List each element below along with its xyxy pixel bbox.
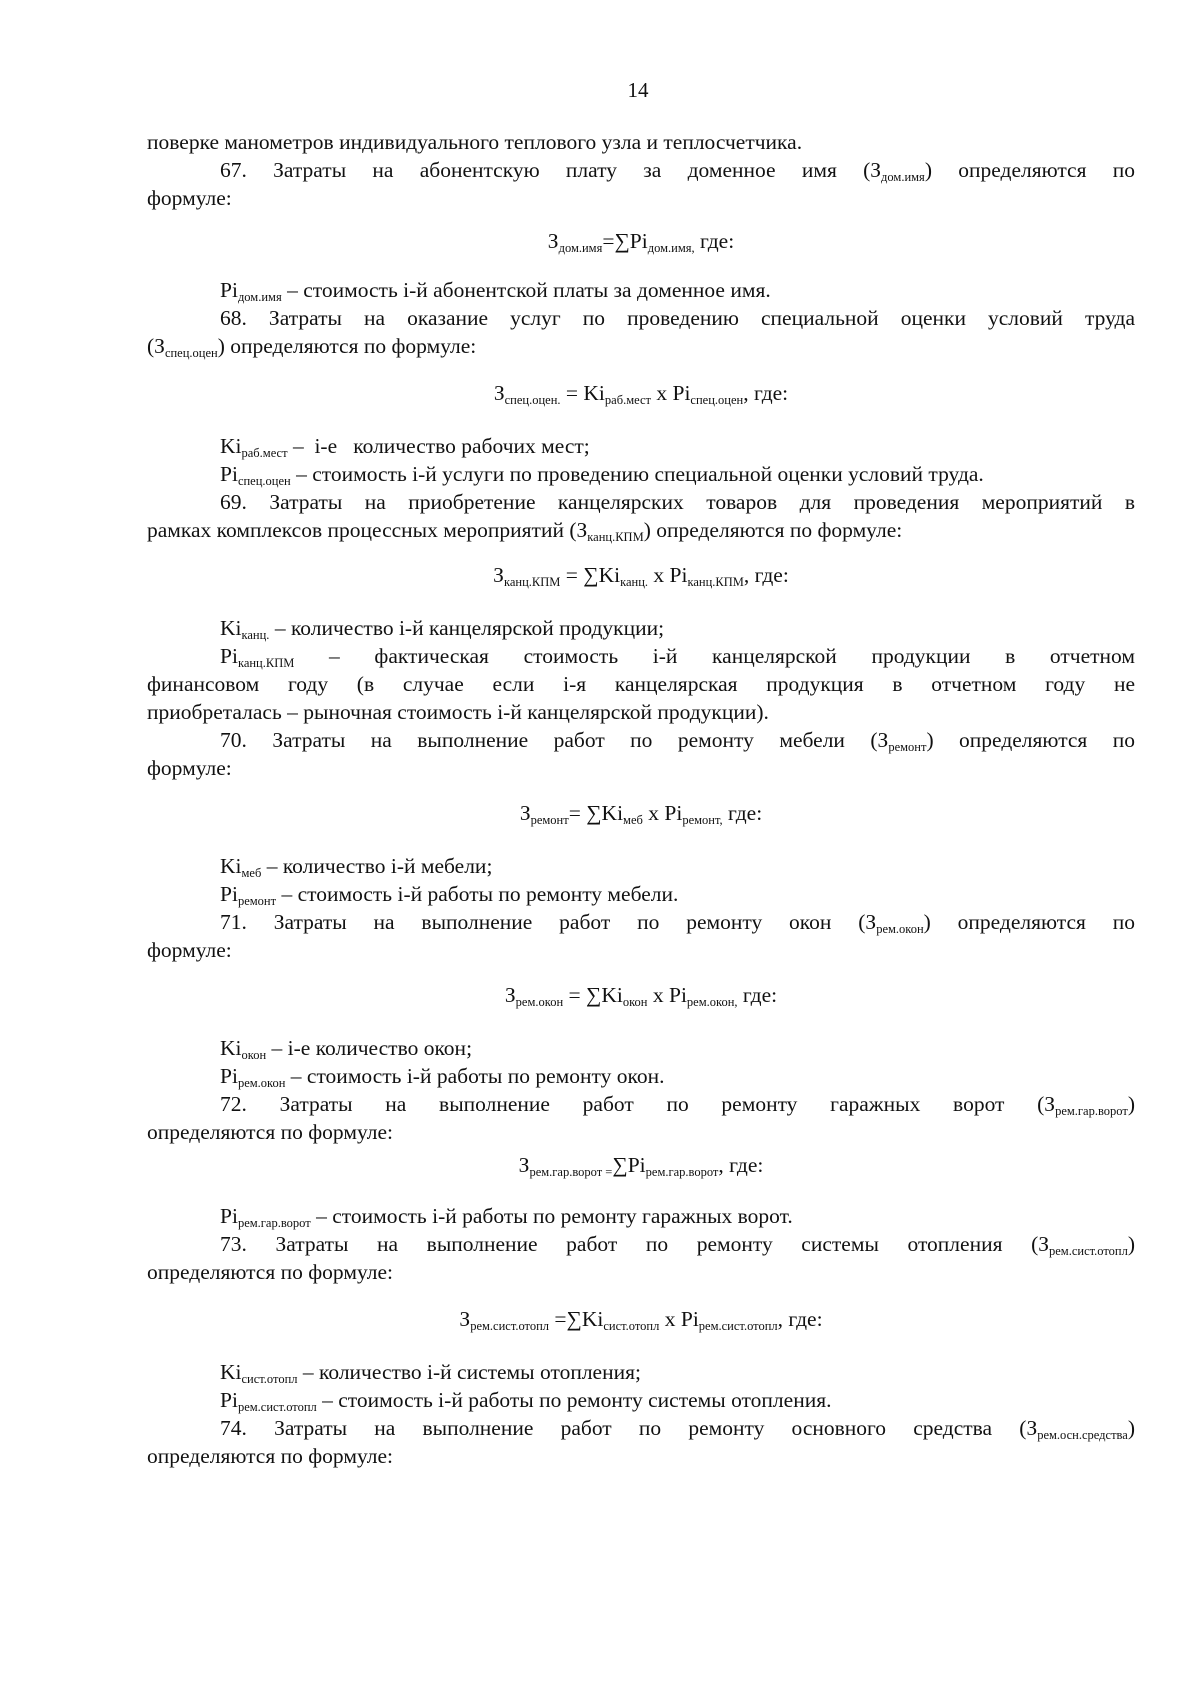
text-fragment: x Pi bbox=[642, 801, 683, 825]
definition-line bbox=[220, 614, 1135, 642]
subscript-text: окон bbox=[241, 1048, 267, 1062]
subscript-text: спец.оцен. bbox=[504, 393, 561, 407]
text-line bbox=[147, 332, 1135, 360]
text-fragment: (З bbox=[147, 334, 165, 358]
text-fragment: З bbox=[504, 983, 516, 1007]
formula-68 bbox=[147, 378, 1135, 408]
subscript-text: рем.окон bbox=[237, 1076, 286, 1090]
subscript-text: рем.гар.ворот bbox=[645, 1165, 719, 1179]
text-fragment: Pi bbox=[220, 882, 238, 906]
text-fragment: x Pi bbox=[659, 1307, 699, 1331]
subscript-text: рем.окон bbox=[515, 995, 564, 1009]
paragraph-73-line bbox=[220, 1230, 1135, 1258]
subscript-text: спец.оцен bbox=[164, 346, 218, 360]
subscript-text: рем.гар.ворот = bbox=[529, 1165, 613, 1179]
text-fragment: – i-е количество окон; bbox=[266, 1036, 473, 1060]
paragraph-69-line bbox=[220, 488, 1135, 516]
subscript-text: рем.осн.средства bbox=[1037, 1428, 1128, 1442]
definition-line bbox=[220, 852, 1135, 880]
paragraph-72-line bbox=[220, 1090, 1135, 1118]
subscript-text: рем.сист.отопл bbox=[237, 1400, 317, 1414]
text-fragment: 69. Затраты на приобретение канцелярских товаров для проведения мероприятий в bbox=[220, 490, 1135, 514]
subscript-text: канц.КПМ bbox=[503, 575, 561, 589]
text-fragment: = Ki bbox=[560, 381, 605, 405]
text-line bbox=[147, 936, 1135, 964]
text-fragment: ) определяются по формуле: bbox=[217, 334, 477, 358]
subscript-text: канц.КПМ bbox=[687, 575, 744, 589]
text-fragment: З bbox=[518, 1153, 530, 1177]
text-fragment: З bbox=[493, 381, 505, 405]
text-fragment: определяются по формуле: bbox=[147, 1444, 394, 1468]
formula-71 bbox=[147, 980, 1135, 1010]
text-line bbox=[147, 1258, 1135, 1286]
text-fragment: Pi bbox=[220, 1064, 238, 1088]
text-fragment: , где: bbox=[718, 1153, 764, 1177]
text-fragment: формуле: bbox=[147, 756, 232, 780]
text-fragment: – фактическая стоимость i-й канцелярской продукции в отчетном bbox=[294, 644, 1135, 668]
subscript-text: раб.мест bbox=[241, 446, 288, 460]
definition-line bbox=[220, 1034, 1135, 1062]
text-line bbox=[147, 128, 1135, 156]
text-fragment: З bbox=[519, 801, 531, 825]
subscript-text: меб bbox=[623, 813, 643, 827]
subscript-text: канц.КПМ bbox=[587, 530, 644, 544]
text-fragment: x Pi bbox=[650, 381, 691, 405]
text-fragment: ) bbox=[1127, 1232, 1135, 1256]
text-fragment: финансовом году (в случае если i-я канцелярская продукция в отчетном году не bbox=[147, 672, 1135, 696]
subscript-text: канц. bbox=[620, 575, 649, 589]
text-fragment: где: bbox=[737, 983, 778, 1007]
paragraph-71-line bbox=[220, 908, 1135, 936]
text-fragment: Ki bbox=[220, 854, 242, 878]
subscript-text: рем.сист.отопл bbox=[698, 1319, 778, 1333]
text-fragment: определяются по формуле: bbox=[147, 1260, 394, 1284]
definition-line bbox=[220, 1202, 1135, 1230]
formula-72 bbox=[147, 1150, 1135, 1180]
page-number: 14 bbox=[627, 78, 649, 102]
formula-73 bbox=[147, 1304, 1135, 1334]
text-fragment: Ki bbox=[220, 1036, 242, 1060]
text-fragment: 71. Затраты на выполнение работ по ремонту окон (З bbox=[220, 910, 877, 934]
text-fragment: 67. Затраты на абонентскую плату за доменное имя (З bbox=[220, 158, 882, 182]
text-fragment: =∑Pi bbox=[602, 229, 648, 253]
text-fragment: Ki bbox=[220, 434, 242, 458]
text-fragment: – количество i-й мебели; bbox=[261, 854, 493, 878]
subscript-text: рем.гар.ворот bbox=[237, 1216, 311, 1230]
text-line bbox=[147, 698, 1135, 726]
text-fragment: ) bbox=[1127, 1416, 1135, 1440]
text-fragment: 74. Затраты на выполнение работ по ремонту основного средства (З bbox=[220, 1416, 1038, 1440]
definition-line bbox=[220, 642, 1135, 670]
text-fragment: – стоимость i-й абонентской платы за доменное имя. bbox=[281, 278, 771, 302]
text-fragment: 73. Затраты на выполнение работ по ремонту системы отопления (З bbox=[220, 1232, 1049, 1256]
definition-line bbox=[220, 1358, 1135, 1386]
subscript-text: спец.оцен bbox=[690, 393, 744, 407]
subscript-text: окон bbox=[622, 995, 648, 1009]
text-line bbox=[147, 1442, 1135, 1470]
text-fragment: где: bbox=[694, 229, 735, 253]
text-line bbox=[147, 670, 1135, 698]
text-fragment: – стоимость i-й работы по ремонту гаражных ворот. bbox=[310, 1204, 793, 1228]
text-line bbox=[147, 516, 1135, 544]
formula-70 bbox=[147, 798, 1135, 828]
text-fragment: поверке манометров индивидуального теплового узла и теплосчетчика. bbox=[147, 130, 803, 154]
text-fragment: ) определяются по bbox=[923, 910, 1135, 934]
text-fragment: – стоимость i-й услуги по проведению специальной оценки условий труда. bbox=[290, 462, 984, 486]
definition-line bbox=[220, 460, 1135, 488]
paragraph-74-line bbox=[220, 1414, 1135, 1442]
text-fragment: = ∑Ki bbox=[560, 563, 621, 587]
text-fragment: Ki bbox=[220, 616, 242, 640]
text-fragment: ) определяются по bbox=[924, 158, 1135, 182]
text-fragment: Pi bbox=[220, 1204, 238, 1228]
formula-69 bbox=[147, 560, 1135, 590]
text-fragment: , где: bbox=[777, 1307, 823, 1331]
text-fragment: – i-е количество рабочих мест; bbox=[287, 434, 590, 458]
text-fragment: ∑Pi bbox=[612, 1153, 646, 1177]
text-fragment: приобреталась – рыночная стоимость i-й канцелярской продукции). bbox=[147, 700, 769, 724]
subscript-text: дом.имя bbox=[881, 170, 925, 184]
definition-line bbox=[220, 1062, 1135, 1090]
text-fragment: 72. Затраты на выполнение работ по ремонту гаражных ворот (З bbox=[220, 1092, 1056, 1116]
subscript-text: рем.гар.ворот bbox=[1055, 1104, 1128, 1118]
paragraph-68-line bbox=[220, 304, 1135, 332]
text-line bbox=[147, 1118, 1135, 1146]
subscript-text: спец.оцен bbox=[237, 474, 291, 488]
definition-line bbox=[220, 1386, 1135, 1414]
subscript-text: дом.имя, bbox=[647, 241, 695, 255]
paragraph-70-line bbox=[220, 726, 1135, 754]
text-fragment: ) bbox=[1127, 1092, 1135, 1116]
text-fragment: x Pi bbox=[647, 983, 687, 1007]
text-fragment: формуле: bbox=[147, 186, 232, 210]
text-fragment: – стоимость i-й работы по ремонту системы отопления. bbox=[316, 1388, 832, 1412]
text-fragment: , где: bbox=[743, 381, 789, 405]
text-fragment: x Pi bbox=[648, 563, 688, 587]
subscript-text: раб.мест bbox=[604, 393, 651, 407]
text-fragment: =∑Ki bbox=[549, 1307, 604, 1331]
definition-line bbox=[220, 276, 1135, 304]
text-fragment: формуле: bbox=[147, 938, 232, 962]
text-fragment: = ∑Ki bbox=[563, 983, 623, 1007]
subscript-text: дом.имя bbox=[558, 241, 603, 255]
subscript-text: ремонт bbox=[888, 740, 927, 754]
subscript-text: сист.отопл bbox=[603, 1319, 660, 1333]
text-fragment: ) определяются по формуле: bbox=[643, 518, 903, 542]
subscript-text: рем.окон bbox=[876, 922, 924, 936]
definition-line bbox=[220, 432, 1135, 460]
text-fragment: 70. Затраты на выполнение работ по ремонту мебели (З bbox=[220, 728, 889, 752]
text-fragment: – количество i-й канцелярской продукции; bbox=[269, 616, 665, 640]
text-fragment: определяются по формуле: bbox=[147, 1120, 394, 1144]
definition-line bbox=[220, 880, 1135, 908]
subscript-text: сист.отопл bbox=[241, 1372, 298, 1386]
text-fragment: Pi bbox=[220, 1388, 238, 1412]
text-fragment: – стоимость i-й работы по ремонту окон. bbox=[285, 1064, 665, 1088]
text-fragment: ) определяются по bbox=[926, 728, 1135, 752]
text-fragment: рамках комплексов процессных мероприятий (З bbox=[147, 518, 588, 542]
subscript-text: рем.сист.отопл bbox=[470, 1319, 550, 1333]
text-fragment: Ki bbox=[220, 1360, 242, 1384]
subscript-text: ремонт, bbox=[682, 813, 723, 827]
subscript-text: рем.сист.отопл bbox=[1049, 1244, 1128, 1258]
formula-67 bbox=[147, 226, 1135, 256]
text-fragment: З bbox=[493, 563, 504, 587]
paragraph-67-line bbox=[220, 156, 1135, 184]
subscript-text: канц.КПМ bbox=[237, 656, 295, 670]
subscript-text: канц. bbox=[241, 628, 270, 642]
text-fragment: – стоимость i-й работы по ремонту мебели. bbox=[276, 882, 679, 906]
subscript-text: меб bbox=[241, 866, 262, 880]
subscript-text: рем.окон, bbox=[686, 995, 738, 1009]
subscript-text: ремонт bbox=[237, 894, 277, 908]
text-fragment: Pi bbox=[220, 278, 238, 302]
text-line bbox=[147, 754, 1135, 782]
text-fragment: З bbox=[547, 229, 559, 253]
text-fragment: 68. Затраты на оказание услуг по проведению специальной оценки условий труда bbox=[220, 306, 1135, 330]
text-fragment: З bbox=[459, 1307, 471, 1331]
text-fragment: где: bbox=[722, 801, 763, 825]
text-fragment: – количество i-й системы отопления; bbox=[297, 1360, 641, 1384]
subscript-text: дом.имя bbox=[237, 290, 282, 304]
text-fragment: Pi bbox=[220, 644, 238, 668]
text-fragment: = ∑Ki bbox=[568, 801, 624, 825]
text-fragment: Pi bbox=[220, 462, 238, 486]
text-line bbox=[147, 184, 1135, 212]
subscript-text: ремонт bbox=[530, 813, 569, 827]
text-fragment: , где: bbox=[743, 563, 789, 587]
